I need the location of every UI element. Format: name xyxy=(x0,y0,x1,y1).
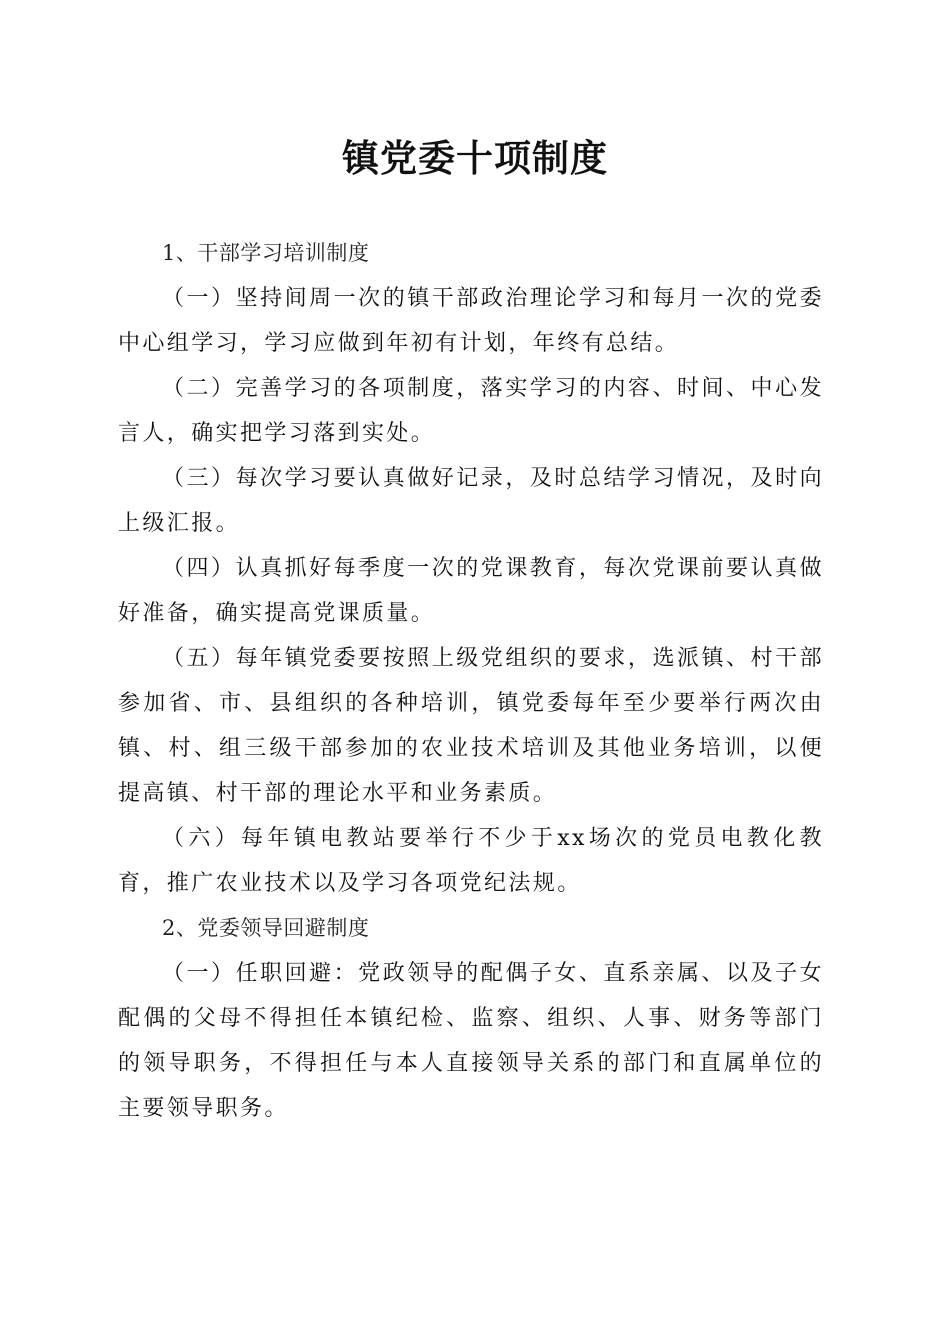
section-heading: 1、干部学习培训制度 xyxy=(162,241,370,265)
paragraph: （五）每年镇党委要按照上级党组织的要求，选派镇、村干部参加省、市、县组织的各种培训，镇党委每年至少要举行两次由镇、村、组三级干部参加的农业技术培训及其他业务培训，以便提高镇、村干部的理论水平和业务素质。 xyxy=(118,646,824,806)
paragraph: （一）坚持间周一次的镇干部政治理论学习和每月一次的党委中心组学习，学习应做到年初有计划，年终有总结。 xyxy=(118,286,824,356)
paragraph: （六）每年镇电教站要举行不少于xx场次的党员电教化教育，推广农业技术以及学习各项党纪法规。 xyxy=(118,826,824,896)
paragraph: （一）任职回避：党政领导的配偶子女、直系亲属、以及子女配偶的父母不得担任本镇纪检、监察、组织、人事、财务等部门的领导职务，不得担任与本人直接领导关系的部门和直属单位的主要领导职务。 xyxy=(118,961,824,1121)
page-title: 镇党委十项制度 xyxy=(342,136,608,180)
document-body xyxy=(118,231,824,1131)
paragraph: （四）认真抓好每季度一次的党课教育，每次党课前要认真做好准备，确实提高党课质量。 xyxy=(118,556,824,626)
paragraph: （二）完善学习的各项制度，落实学习的内容、时间、中心发言人，确实把学习落到实处。 xyxy=(118,376,824,446)
paragraph: （三）每次学习要认真做好记录，及时总结学习情况，及时向上级汇报。 xyxy=(118,466,824,536)
section-heading: 2、党委领导回避制度 xyxy=(162,916,370,940)
